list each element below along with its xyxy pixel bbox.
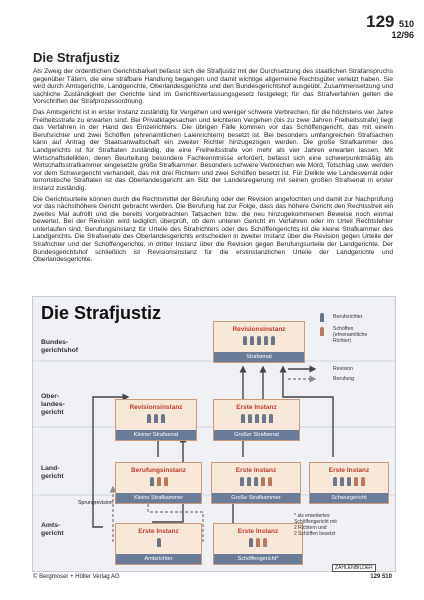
court-body-label: Schöffengericht* [214,554,302,564]
sheet-date: 12/96 [391,30,414,40]
court-olg-revision [115,399,197,441]
article-body [33,68,393,267]
footnote: * als erweitertes Schöffengericht mit 2 Richtern und 2 Schöffen besetzt [294,513,337,537]
figure-title: Die Strafjustiz [41,303,162,323]
court-name: Erste Instanz [236,404,277,411]
legend-professional-icon [320,313,324,322]
legend-berufung: Berufung [333,376,355,382]
court-name: Erste Instanz [237,528,279,535]
legend-professional: Berufsrichter [333,314,363,320]
level-label-bgh: Bundes- gerichtshof [41,339,79,354]
court-bgh [213,321,305,363]
judges-row [120,414,192,424]
court-lg-schwur [309,462,389,504]
court-lg-berufung [115,462,202,504]
level-label-lg: Land- gericht [41,465,64,480]
court-name: Revisionsinstanz [129,404,183,411]
judges-row [120,477,197,487]
court-name: Erste Instanz [235,467,277,474]
judges-row [218,336,300,346]
sheet-number-suffix: 510 [398,19,414,29]
paragraph-2: Das Amtsgericht ist in erster Instanz zuständig für Vergehen und weniger schwere Verbrechen, für die höchstens vier Jahre Freiheitsstrafe zu erwarten sind. Bei Privatklagesachen und leichteren Vergehen (bis zu zwei Jahren Freiheitsstrafe) liegt das Verfahren in der Hand des Einzelrichters. Die übrigen Fälle kommen vor das Schöffengericht, das mit einem Berufsrichter und zwei Schöffen (ehrenamtlichen Laienrichtern) besetzt ist. Bei besonders umfangreichen Strafsachen kann auf Antrag der Staatsanwaltschaft ein zweiter Richter hinzugezogen werden. Die große Strafkammer des Landgerichts ist für Straftaten zuständig, die eine Freiheitsstrafe von mehr als vier Jahren erwarten lassen. Mit Wirtschaftsdelikten, deren Beurteilung besondere Fachkenntnisse erfordert, befasst sich eine schwerpunktmäßig als Wirtschaftsstrafkammer eingesetzte große Strafkammer. Besonders schwere Verbrechen wie Mord, Totschlag usw. werden vor dem Schwurgericht verhandelt, das mit drei Richtern und zwei Schöffen besetzt ist. Für Delikte wie Landesverrat oder terroristische Straftaten ist das Oberlandesgericht am Sitz der Landesregierung mit seinen großen Strafsenat in erster Instanz zuständig. [33,108,393,192]
court-lg-grosse [211,462,301,504]
judges-row [216,477,296,487]
sheet-number-main: 129 [366,12,395,31]
court-ag-amtsrichter [115,523,202,565]
judges-row [120,538,197,548]
court-diagram [32,296,396,572]
legend-revision: Revision [333,366,353,372]
legend-lay: Schöffen (ehrenamtliche Richter) [333,326,368,344]
court-body-label: Große Strafkammer [212,493,300,503]
sheet-number [366,12,414,40]
court-body-label: Strafsenat [214,352,304,362]
paragraph-3: Die Gerichtsurteile können durch die Rechtsmittel der Berufung oder der Revision angefochten und damit zur Nachprüfung vor das nächsthöhere Gericht gebracht werden. Die Berufung hat zur Folge, dass das höhere Gericht den Rechtsstreit ein zweites Mal aufrollt und die bereits vorgebrachten Tatsachen bzw. die neu hinzugekommenen Beweise noch einmal bewertet. Bei der Revision wird lediglich überprüft, ob dem unteren Gericht im Verfahren oder im Urteil Rechtsfehler unterlaufen sind. Berufungsinstanz für Urteile des Strafrichters oder des Schöffengerichts ist die kleine Strafkammer des Landgerichts. Die Strafsenate des Oberlandesgerichts entscheiden in zweiter Instanz über die Revision gegen Urteile der Strafrichter und der Schöffengerichte, in dritter Instanz über die Revision gegen Berufungsurteile der Landgerichte. Der Bundesgerichtshof schließlich ist Revisionsinstanz für die erstinstanzlichen Urteile der Landgerichte und Oberlandesgerichte. [33,195,393,264]
court-ag-schoeffen [213,523,303,565]
court-name: Erste Instanz [138,528,179,535]
court-body-label: Schwurgericht [310,493,388,503]
legend-lay-icon [320,327,324,336]
judges-row [314,477,384,487]
page-title: Die Strafjustiz [33,50,120,65]
court-body-label: Kleine Strafkammer [116,493,201,503]
court-body-label: Amtsrichter [116,554,201,564]
court-olg-first [213,399,300,441]
judges-row [218,414,295,424]
level-label-ag: Amts- gericht [41,522,64,537]
sprungrevision-label: Sprungrevision [78,500,113,506]
level-label-olg: Ober- landes- gericht [41,393,65,416]
court-body-label: Kleiner Strafsenat [116,430,196,440]
publisher: © Bergmoser + Höller Verlag AG [33,574,120,580]
footer-code: 129 510 [370,574,392,580]
zahlenbilder-badge: ZAHLENBILDER [332,564,376,572]
court-name: Erste Instanz [328,467,370,474]
judges-row [218,538,298,548]
paragraph-1: Als Zweig der ordentlichen Gerichtsbarkeit befasst sich die Strafjustiz mit der Durchsetzung des staatlichen Strafanspruchs gegenüber Tätern, die eine strafbare Handlung begangen und damit wichtige allgemeine Rechtsgüter verletzt haben. Sie wird durch Amtsgerichte, Landgerichte, Oberlandesgerichte und den Bundesgerichtshof ausgeübt. Zusammensetzung und sachliche Zuständigkeit der Gerichte sind im Gerichtsverfassungsgesetz festgelegt; für das Strafverfahren gelten die Vorschriften der Strafprozessordnung. [33,68,393,106]
court-body-label: Großer Strafsenat [214,430,299,440]
court-name: Revisionsinstanz [232,326,286,333]
court-name: Berufungsinstanz [131,467,186,474]
